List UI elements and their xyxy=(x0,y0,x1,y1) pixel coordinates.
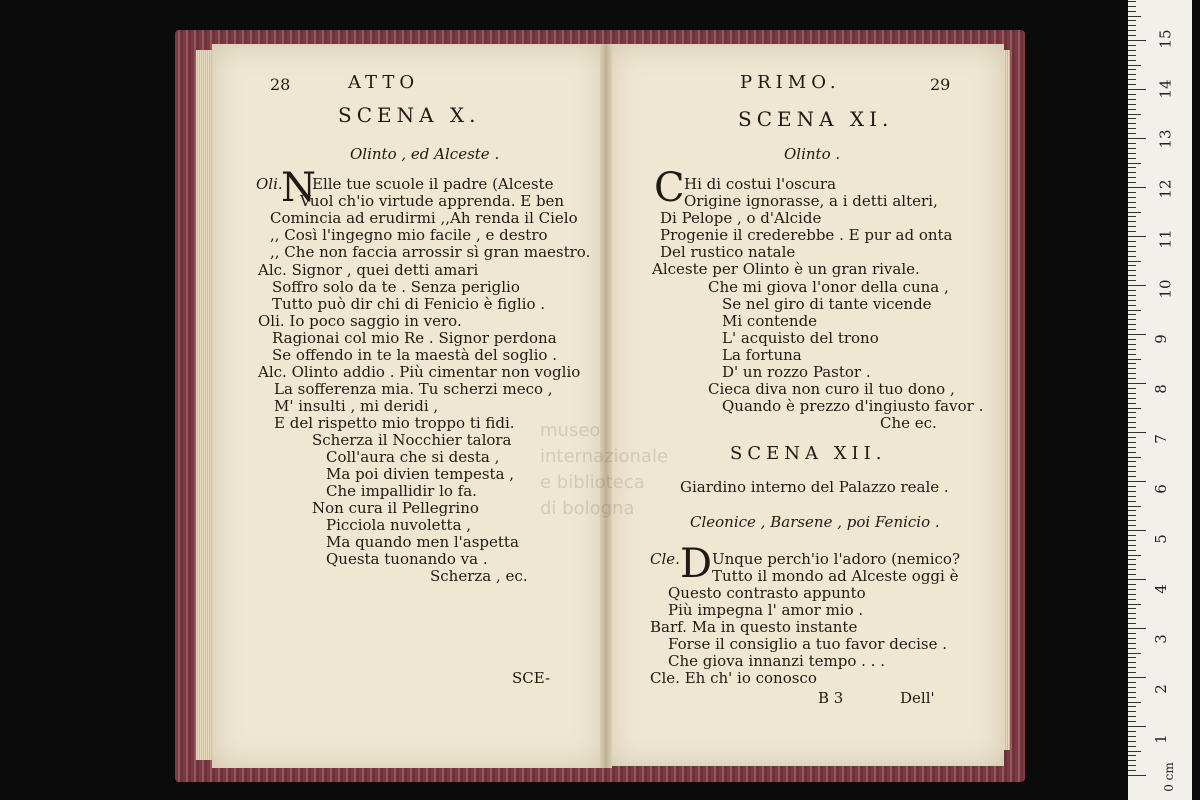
ruler-tick xyxy=(1128,192,1136,193)
ruler-tick xyxy=(1128,138,1146,139)
ruler-tick xyxy=(1128,403,1136,404)
ruler-tick xyxy=(1128,153,1136,154)
verse-line: Del rustico natale xyxy=(660,243,796,261)
ruler-tick xyxy=(1128,35,1136,36)
verse-line: Che giova innanzi tempo . . . xyxy=(668,652,885,670)
verse-line: La fortuna xyxy=(722,346,802,364)
ruler-tick xyxy=(1128,452,1136,453)
ruler-tick xyxy=(1128,177,1136,178)
ruler-tick xyxy=(1128,246,1136,247)
ruler-tick xyxy=(1128,236,1146,237)
ruler-tick xyxy=(1128,559,1136,560)
ruler-tick xyxy=(1128,11,1136,12)
verse-line: Elle tue scuole il padre (Alceste xyxy=(312,175,554,193)
verse-line: Quando è prezzo d'ingiusto favor . xyxy=(722,397,984,415)
watermark-line: di bologna xyxy=(540,498,635,519)
ruler-tick xyxy=(1128,40,1146,41)
ruler-tick xyxy=(1128,697,1136,698)
verse-line: Unque perch'io l'adoro (nemico? xyxy=(712,550,960,568)
ruler-tick xyxy=(1128,692,1136,693)
verse-line: Alceste per Olinto è un gran rivale. xyxy=(652,260,920,278)
ruler-tick xyxy=(1128,339,1136,340)
ruler-tick xyxy=(1128,545,1136,546)
ruler-tick xyxy=(1128,633,1136,634)
ruler-tick xyxy=(1128,657,1136,658)
ruler-tick xyxy=(1128,55,1136,56)
ruler-number: 2 xyxy=(1151,684,1170,694)
ruler-tick xyxy=(1128,16,1141,17)
ruler-tick xyxy=(1128,491,1136,492)
verse-line: Cieca diva non curo il tuo dono , xyxy=(708,380,955,398)
scene2-setting: Giardino interno del Palazzo reale . xyxy=(680,478,949,496)
ruler-tick xyxy=(1128,746,1136,747)
ruler-number: 12 xyxy=(1156,179,1175,199)
ruler-tick xyxy=(1128,755,1136,756)
verse-line: Ragionai col mio Re . Signor perdona xyxy=(272,329,557,347)
verse-line: Vuol ch'io virtude apprenda. E ben xyxy=(300,192,565,210)
ruler-tick xyxy=(1128,25,1136,26)
scene2-characters: Cleonice , Barsene , poi Fenicio . xyxy=(690,513,940,531)
ruler-tick xyxy=(1128,158,1136,159)
verse-line: Oli. Io poco saggio in vero. xyxy=(258,312,462,330)
ruler-tick xyxy=(1128,241,1136,242)
ruler-tick xyxy=(1128,422,1136,423)
ruler-tick xyxy=(1128,275,1136,276)
verse-line: Scherza il Nocchier talora xyxy=(312,431,512,449)
ruler-tick xyxy=(1128,476,1136,477)
ruler-tick xyxy=(1128,594,1136,595)
signature-mark: B 3 xyxy=(818,689,844,707)
ruler-tick xyxy=(1128,319,1136,320)
ruler-tick xyxy=(1128,555,1141,556)
left-page-number: 28 xyxy=(270,75,291,94)
left-running-head: ATTO xyxy=(348,72,420,93)
right-scene2-title: SCENA XII. xyxy=(730,443,887,464)
speaker-label: Cle. xyxy=(650,550,680,568)
verse-line: Forse il consiglio a tuo favor decise . xyxy=(668,635,948,653)
ruler-tick xyxy=(1128,163,1141,164)
ruler-number: 11 xyxy=(1156,229,1175,249)
verse-line: Barf. Ma in questo instante xyxy=(650,618,858,636)
ruler-tick xyxy=(1128,109,1136,110)
ruler-tick xyxy=(1128,182,1136,183)
ruler-tick xyxy=(1128,564,1136,565)
verse-line: Ma quando men l'aspetta xyxy=(326,533,519,551)
right-page-number: 29 xyxy=(930,75,951,94)
ruler-tick xyxy=(1128,256,1136,257)
ruler-tick xyxy=(1128,354,1136,355)
ruler-tick xyxy=(1128,20,1136,21)
ruler-tick xyxy=(1128,486,1136,487)
ruler-tick xyxy=(1128,711,1136,712)
verse-line: E del rispetto mio troppo ti fidi. xyxy=(274,414,515,432)
ruler-tick xyxy=(1128,383,1146,384)
ruler-tick xyxy=(1128,613,1136,614)
ruler-tick xyxy=(1128,643,1136,644)
ruler-tick xyxy=(1128,280,1136,281)
ruler-tick xyxy=(1128,628,1146,629)
ruler-tick xyxy=(1128,344,1136,345)
verse-line: Che ec. xyxy=(880,414,937,432)
verse-line: Coll'aura che si desta , xyxy=(326,448,500,466)
ruler-tick xyxy=(1128,535,1136,536)
verse-line: L' acquisto del trono xyxy=(722,329,879,347)
ruler-tick xyxy=(1128,270,1136,271)
verse-line: Tutto il mondo ad Alceste oggi è xyxy=(712,567,959,585)
ruler-tick xyxy=(1128,775,1146,776)
ruler-tick xyxy=(1128,363,1136,364)
ruler-number: 6 xyxy=(1151,484,1170,494)
ruler-tick xyxy=(1128,45,1136,46)
ruler-tick xyxy=(1128,510,1136,511)
verse-line: Non cura il Pellegrino xyxy=(312,499,479,517)
ruler-number: 1 xyxy=(1151,734,1170,744)
ruler-tick xyxy=(1128,618,1136,619)
ruler-tick xyxy=(1128,251,1136,252)
ruler-tick xyxy=(1128,305,1136,306)
verse-line: Questa tuonando va . xyxy=(326,550,488,568)
ruler-number: 9 xyxy=(1151,334,1170,344)
ruler-tick xyxy=(1128,290,1136,291)
verse-line: M' insulti , mi deridi , xyxy=(274,397,439,415)
verse-line: La sofferenza mia. Tu scherzi meco , xyxy=(274,380,553,398)
ruler-tick xyxy=(1128,525,1136,526)
ruler-tick xyxy=(1128,736,1136,737)
ruler-number: 3 xyxy=(1151,634,1170,644)
ruler-tick xyxy=(1128,520,1136,521)
ruler-number: 4 xyxy=(1151,584,1170,594)
left-catchword: SCE- xyxy=(512,669,551,687)
ruler-tick xyxy=(1128,471,1136,472)
ruler-tick xyxy=(1128,300,1136,301)
ruler-tick xyxy=(1128,30,1136,31)
library-watermark xyxy=(540,418,700,522)
ruler-number: 13 xyxy=(1156,129,1175,149)
ruler-tick xyxy=(1128,118,1136,119)
ruler-tick xyxy=(1128,672,1136,673)
ruler-tick xyxy=(1128,427,1136,428)
ruler-tick xyxy=(1128,408,1141,409)
ruler-tick xyxy=(1128,496,1136,497)
ruler-tick xyxy=(1128,148,1136,149)
ruler-tick xyxy=(1128,295,1136,296)
ruler-number: 7 xyxy=(1151,434,1170,444)
ruler-tick xyxy=(1128,104,1136,105)
ruler-tick xyxy=(1128,760,1136,761)
ruler-tick xyxy=(1128,584,1136,585)
ruler-tick xyxy=(1128,540,1136,541)
ruler-tick xyxy=(1128,457,1141,458)
ruler-tick xyxy=(1128,261,1141,262)
ruler-tick xyxy=(1128,69,1136,70)
ruler-tick xyxy=(1128,231,1136,232)
ruler-tick xyxy=(1128,530,1146,531)
book-gutter xyxy=(600,44,612,768)
right-running-head: PRIMO. xyxy=(740,72,841,93)
ruler-unit-label: 0 cm xyxy=(1161,762,1176,792)
ruler-tick xyxy=(1128,770,1136,771)
verse-line: Alc. Signor , quei detti amari xyxy=(258,261,479,279)
ruler-tick xyxy=(1128,89,1146,90)
verse-line: Cle. Eh ch' io conosco xyxy=(650,669,817,687)
measuring-ruler xyxy=(1128,0,1192,800)
ruler-tick xyxy=(1128,99,1136,100)
ruler-tick xyxy=(1128,574,1136,575)
ruler-number: 15 xyxy=(1156,29,1175,49)
ruler-tick xyxy=(1128,368,1136,369)
ruler-tick xyxy=(1128,334,1146,335)
ruler-tick xyxy=(1128,324,1136,325)
ruler-tick xyxy=(1128,726,1146,727)
ruler-tick xyxy=(1128,388,1136,389)
verse-line: Progenie il crederebbe . E pur ad onta xyxy=(660,226,953,244)
ruler-tick xyxy=(1128,60,1136,61)
ruler-tick xyxy=(1128,662,1136,663)
ruler-tick xyxy=(1128,94,1136,95)
ruler-tick xyxy=(1128,706,1136,707)
ruler-tick xyxy=(1128,393,1136,394)
ruler-tick xyxy=(1128,716,1136,717)
ruler-tick xyxy=(1128,638,1136,639)
ruler-tick xyxy=(1128,359,1141,360)
ruler-tick xyxy=(1128,84,1136,85)
ruler-tick xyxy=(1128,599,1136,600)
ruler-tick xyxy=(1128,515,1136,516)
ruler-tick xyxy=(1128,466,1136,467)
watermark-line: museo internazionale xyxy=(540,420,669,467)
watermark-line: e biblioteca xyxy=(540,472,645,493)
ruler-tick xyxy=(1128,751,1141,752)
right-scene-title: SCENA XI. xyxy=(738,107,894,131)
ruler-tick xyxy=(1128,123,1136,124)
verse-line: Se offendo in te la maestà del soglio . xyxy=(272,346,557,364)
ruler-tick xyxy=(1128,550,1136,551)
left-drop-cap: N xyxy=(281,165,316,211)
ruler-number: 8 xyxy=(1151,384,1170,394)
ruler-tick xyxy=(1128,412,1136,413)
ruler-tick xyxy=(1128,197,1136,198)
ruler-tick xyxy=(1128,682,1136,683)
ruler-tick xyxy=(1128,373,1136,374)
ruler-tick xyxy=(1128,623,1136,624)
verse-line: ,, Che non faccia arrossir sì gran maestro. xyxy=(270,243,591,261)
left-scene-characters: Olinto , ed Alceste . xyxy=(350,145,500,163)
right-drop-cap: C xyxy=(654,165,685,211)
verse-line: Più impegna l' amor mio . xyxy=(668,601,864,619)
right-scene-characters: Olinto . xyxy=(784,145,841,163)
verse-line: Ma poi divien tempesta , xyxy=(326,465,515,483)
ruler-tick xyxy=(1128,65,1141,66)
ruler-tick xyxy=(1128,481,1146,482)
ruler-tick xyxy=(1128,667,1136,668)
ruler-tick xyxy=(1128,506,1141,507)
ruler-tick xyxy=(1128,114,1141,115)
ruler-tick xyxy=(1128,447,1136,448)
ruler-tick xyxy=(1128,314,1136,315)
verse-line: Hi di costui l'oscura xyxy=(684,175,837,193)
ruler-tick xyxy=(1128,143,1136,144)
verse-line: Comincia ad erudirmi ,,Ah renda il Cielo xyxy=(270,209,578,227)
ruler-tick xyxy=(1128,687,1136,688)
verse-line: ,, Così l'ingegno mio facile , e destro xyxy=(270,226,548,244)
ruler-tick xyxy=(1128,569,1136,570)
ruler-tick xyxy=(1128,432,1146,433)
left-scene-title: SCENA X. xyxy=(338,103,481,127)
ruler-tick xyxy=(1128,216,1136,217)
ruler-tick xyxy=(1128,437,1136,438)
ruler-tick xyxy=(1128,731,1136,732)
ruler-tick xyxy=(1128,221,1136,222)
verse-line: Che mi giova l'onor della cuna , xyxy=(708,278,949,296)
verse-line: Alc. Olinto addio . Più cimentar non voglio xyxy=(258,363,581,381)
ruler-tick xyxy=(1128,6,1136,7)
verse-line: Scherza , ec. xyxy=(430,567,528,585)
ruler-tick xyxy=(1128,133,1136,134)
ruler-tick xyxy=(1128,285,1146,286)
verse-line: Se nel giro di tante vicende xyxy=(722,295,932,313)
ruler-tick xyxy=(1128,461,1136,462)
ruler-tick xyxy=(1128,442,1136,443)
ruler-tick xyxy=(1128,608,1136,609)
verse-line: Tutto può dir chi di Fenicio è figlio . xyxy=(272,295,546,313)
ruler-number: 5 xyxy=(1151,534,1170,544)
ruler-tick xyxy=(1128,398,1136,399)
verse-line: Picciola nuvoletta , xyxy=(326,516,472,534)
verse-line: Questo contrasto appunto xyxy=(668,584,866,602)
ruler-tick xyxy=(1128,74,1136,75)
speaker-label: Oli. xyxy=(256,175,283,193)
ruler-tick xyxy=(1128,128,1136,129)
ruler-tick xyxy=(1128,702,1141,703)
verse-line: D' un rozzo Pastor . xyxy=(722,363,871,381)
ruler-tick xyxy=(1128,349,1136,350)
ruler-tick xyxy=(1128,501,1136,502)
verse-line: Che impallidir lo fa. xyxy=(326,482,477,500)
ruler-tick xyxy=(1128,50,1136,51)
ruler-tick xyxy=(1128,79,1136,80)
ruler-tick xyxy=(1128,378,1136,379)
right-catchword: Dell' xyxy=(900,689,935,707)
ruler-tick xyxy=(1128,172,1136,173)
ruler-tick xyxy=(1128,1,1136,2)
verse-line: Soffro solo da te . Senza periglio xyxy=(272,278,520,296)
ruler-tick xyxy=(1128,648,1136,649)
ruler-tick xyxy=(1128,207,1136,208)
ruler-tick xyxy=(1128,187,1146,188)
ruler-tick xyxy=(1128,741,1136,742)
ruler-tick xyxy=(1128,212,1141,213)
right-drop-cap-2: D xyxy=(680,541,713,587)
ruler-number: 14 xyxy=(1156,79,1175,99)
ruler-tick xyxy=(1128,417,1136,418)
ruler-tick xyxy=(1128,265,1136,266)
ruler-tick xyxy=(1128,721,1136,722)
ruler-tick xyxy=(1128,167,1136,168)
ruler-tick xyxy=(1128,329,1136,330)
ruler-number: 10 xyxy=(1156,279,1175,299)
verse-line: Origine ignorasse, a i detti alteri, xyxy=(684,192,938,210)
ruler-tick xyxy=(1128,202,1136,203)
ruler-tick xyxy=(1128,310,1141,311)
ruler-tick xyxy=(1128,226,1136,227)
verse-line: Mi contende xyxy=(722,312,818,330)
ruler-tick xyxy=(1128,677,1146,678)
verse-line: Di Pelope , o d'Alcide xyxy=(660,209,822,227)
ruler-tick xyxy=(1128,579,1146,580)
ruler-tick xyxy=(1128,604,1141,605)
ruler-tick xyxy=(1128,589,1136,590)
ruler-tick xyxy=(1128,765,1136,766)
ruler-tick xyxy=(1128,653,1141,654)
